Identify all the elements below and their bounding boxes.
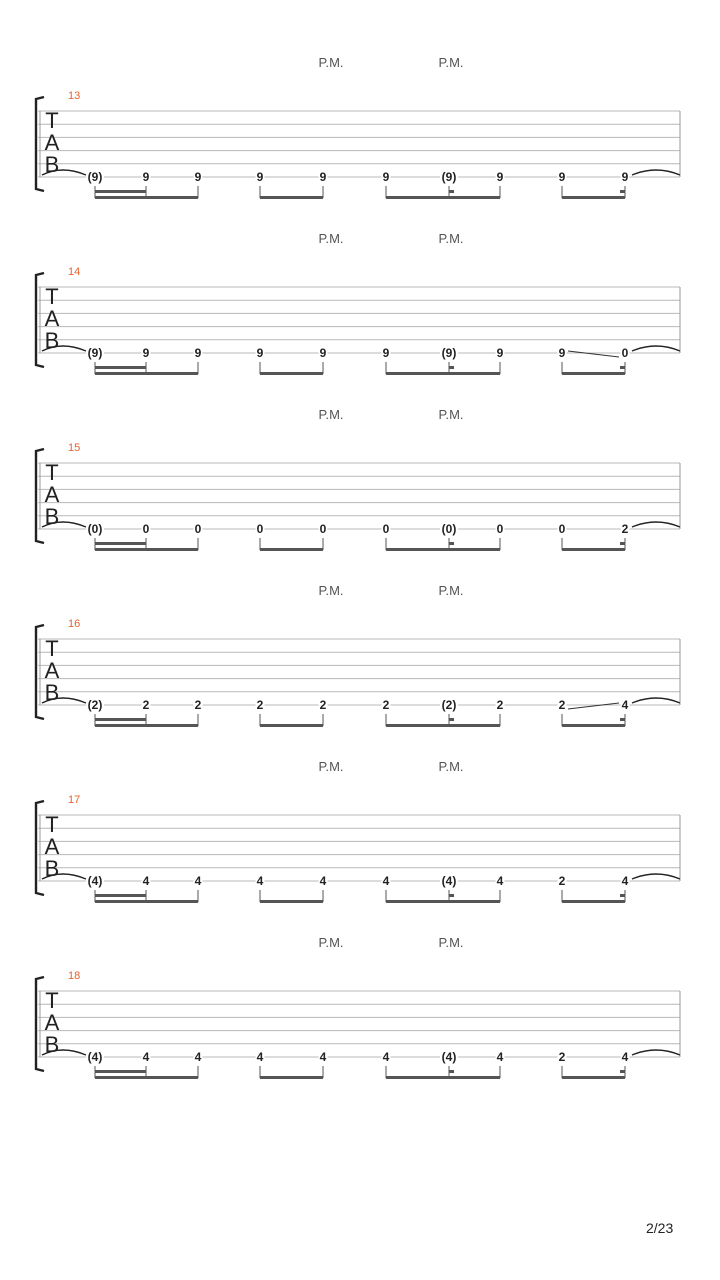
fret-number: 0	[142, 522, 150, 536]
tie-out	[632, 698, 680, 703]
palm-mute-label: P.M.	[318, 231, 344, 246]
beamlet	[620, 542, 625, 545]
fret-number: 2	[558, 1050, 566, 1064]
fret-number: 2	[558, 874, 566, 888]
fret-number: (4)	[441, 1050, 457, 1064]
tab-system-17	[36, 759, 680, 903]
beam-secondary	[95, 718, 146, 721]
measure-number: 15	[68, 442, 81, 454]
beam-primary	[386, 900, 500, 903]
fret-number: 4	[621, 698, 629, 712]
beam-primary	[386, 724, 500, 727]
fret-number: 9	[256, 346, 264, 360]
palm-mute-label: P.M.	[318, 759, 344, 774]
fret-number: 0	[194, 522, 202, 536]
beam-primary	[260, 372, 323, 375]
beamlet	[449, 718, 454, 721]
tab-system-16	[36, 583, 680, 727]
beam-primary	[95, 900, 198, 903]
tab-clef-letter: T	[45, 636, 59, 661]
beam-primary	[386, 196, 500, 199]
fret-number: (9)	[87, 346, 103, 360]
beam-secondary	[95, 542, 146, 545]
fret-number: (4)	[87, 1050, 103, 1064]
palm-mute-label: P.M.	[318, 935, 344, 950]
beamlet	[620, 718, 625, 721]
fret-number: 9	[319, 170, 327, 184]
palm-mute-label: P.M.	[438, 407, 464, 422]
tie-out	[632, 522, 680, 527]
beamlet	[620, 366, 625, 369]
fret-number: 9	[142, 170, 150, 184]
tab-clef-letter: A	[44, 482, 60, 507]
slide-line	[568, 351, 619, 357]
fret-number: 0	[621, 346, 629, 360]
tab-clef-letter: A	[44, 130, 60, 155]
fret-number: 4	[621, 1050, 629, 1064]
tab-clef-letter: A	[44, 306, 60, 331]
beamlet	[449, 542, 454, 545]
tab-system-15	[36, 407, 680, 551]
tie-out	[632, 874, 680, 879]
tab-clef-letter: B	[44, 680, 60, 705]
fret-number: (2)	[87, 698, 103, 712]
beamlet	[449, 894, 454, 897]
fret-number: (0)	[87, 522, 103, 536]
beamlet	[620, 894, 625, 897]
fret-number: 2	[496, 698, 504, 712]
fret-number: 2	[382, 698, 390, 712]
measure-number: 14	[68, 266, 81, 278]
tab-system-13	[36, 55, 680, 199]
palm-mute-label: P.M.	[438, 583, 464, 598]
palm-mute-label: P.M.	[318, 407, 344, 422]
fret-number: 2	[621, 522, 629, 536]
tie-out	[632, 1050, 680, 1055]
fret-number: 9	[621, 170, 629, 184]
fret-number: 9	[256, 170, 264, 184]
fret-number: 4	[382, 874, 390, 888]
fret-number: 4	[194, 874, 202, 888]
fret-number: 9	[496, 346, 504, 360]
beam-primary	[562, 548, 625, 551]
fret-number: (2)	[441, 698, 457, 712]
slide-line	[568, 703, 619, 709]
tie-out	[632, 170, 680, 175]
fret-number: 4	[382, 1050, 390, 1064]
fret-number: 4	[256, 874, 264, 888]
beam-primary	[260, 1076, 323, 1079]
fret-number: 0	[256, 522, 264, 536]
beam-primary	[562, 724, 625, 727]
fret-number: 9	[382, 346, 390, 360]
palm-mute-label: P.M.	[438, 935, 464, 950]
fret-number: 9	[194, 346, 202, 360]
beamlet	[620, 190, 625, 193]
fret-number: (4)	[87, 874, 103, 888]
measure-number: 17	[68, 794, 81, 806]
fret-number: 4	[621, 874, 629, 888]
tab-clef-letter: T	[45, 988, 59, 1013]
fret-number: (9)	[441, 346, 457, 360]
beam-primary	[386, 372, 500, 375]
fret-number: 2	[558, 698, 566, 712]
fret-number: 9	[558, 346, 566, 360]
palm-mute-label: P.M.	[438, 759, 464, 774]
fret-number: 2	[194, 698, 202, 712]
tab-clef-letter: B	[44, 504, 60, 529]
measure-number: 16	[68, 618, 81, 630]
beam-primary	[386, 1076, 500, 1079]
fret-number: 2	[142, 698, 150, 712]
tab-clef-letter: T	[45, 460, 59, 485]
tab-system-18	[36, 935, 680, 1079]
palm-mute-label: P.M.	[438, 231, 464, 246]
tab-clef-letter: B	[44, 856, 60, 881]
fret-number: (9)	[441, 170, 457, 184]
fret-number: 9	[496, 170, 504, 184]
beam-primary	[260, 196, 323, 199]
fret-number: 0	[382, 522, 390, 536]
fret-number: 4	[496, 1050, 504, 1064]
fret-number: 4	[496, 874, 504, 888]
beam-primary	[95, 196, 198, 199]
fret-number: 0	[319, 522, 327, 536]
beamlet	[620, 1070, 625, 1073]
beam-primary	[260, 900, 323, 903]
fret-number: 2	[319, 698, 327, 712]
fret-number: 9	[558, 170, 566, 184]
palm-mute-label: P.M.	[318, 55, 344, 70]
beam-secondary	[95, 366, 146, 369]
fret-number: 9	[319, 346, 327, 360]
beam-primary	[95, 372, 198, 375]
tab-clef-letter: B	[44, 152, 60, 177]
beam-primary	[386, 548, 500, 551]
tab-clef-letter: A	[44, 658, 60, 683]
fret-number: (4)	[441, 874, 457, 888]
beam-primary	[562, 196, 625, 199]
measure-number: 13	[68, 90, 81, 102]
tab-clef-letter: B	[44, 328, 60, 353]
palm-mute-label: P.M.	[438, 55, 464, 70]
palm-mute-label: P.M.	[318, 583, 344, 598]
fret-number: 4	[319, 1050, 327, 1064]
beam-primary	[562, 1076, 625, 1079]
fret-number: 2	[256, 698, 264, 712]
beam-primary	[260, 724, 323, 727]
beam-primary	[95, 1076, 198, 1079]
fret-number: 4	[319, 874, 327, 888]
fret-number: (0)	[441, 522, 457, 536]
fret-number: (9)	[87, 170, 103, 184]
measure-number: 18	[68, 970, 81, 982]
fret-number: 4	[256, 1050, 264, 1064]
fret-number: 0	[558, 522, 566, 536]
tab-clef-letter: T	[45, 812, 59, 837]
page-number: 2/23	[646, 1220, 674, 1236]
beam-primary	[260, 548, 323, 551]
tab-clef-letter: T	[45, 108, 59, 133]
tab-clef-letter: A	[44, 834, 60, 859]
fret-number: 9	[194, 170, 202, 184]
beam-secondary	[95, 1070, 146, 1073]
tab-clef-letter: A	[44, 1010, 60, 1035]
beam-secondary	[95, 894, 146, 897]
beamlet	[449, 1070, 454, 1073]
tab-system-14	[36, 231, 680, 375]
fret-number: 0	[496, 522, 504, 536]
beamlet	[449, 366, 454, 369]
fret-number: 4	[142, 1050, 150, 1064]
beamlet	[449, 190, 454, 193]
fret-number: 9	[382, 170, 390, 184]
tab-clef-letter: T	[45, 284, 59, 309]
tie-out	[632, 346, 680, 351]
fret-number: 4	[194, 1050, 202, 1064]
beam-primary	[95, 548, 198, 551]
fret-number: 9	[142, 346, 150, 360]
beam-primary	[95, 724, 198, 727]
beam-primary	[562, 372, 625, 375]
tab-clef-letter: B	[44, 1032, 60, 1057]
beam-primary	[562, 900, 625, 903]
fret-number: 4	[142, 874, 150, 888]
beam-secondary	[95, 190, 146, 193]
